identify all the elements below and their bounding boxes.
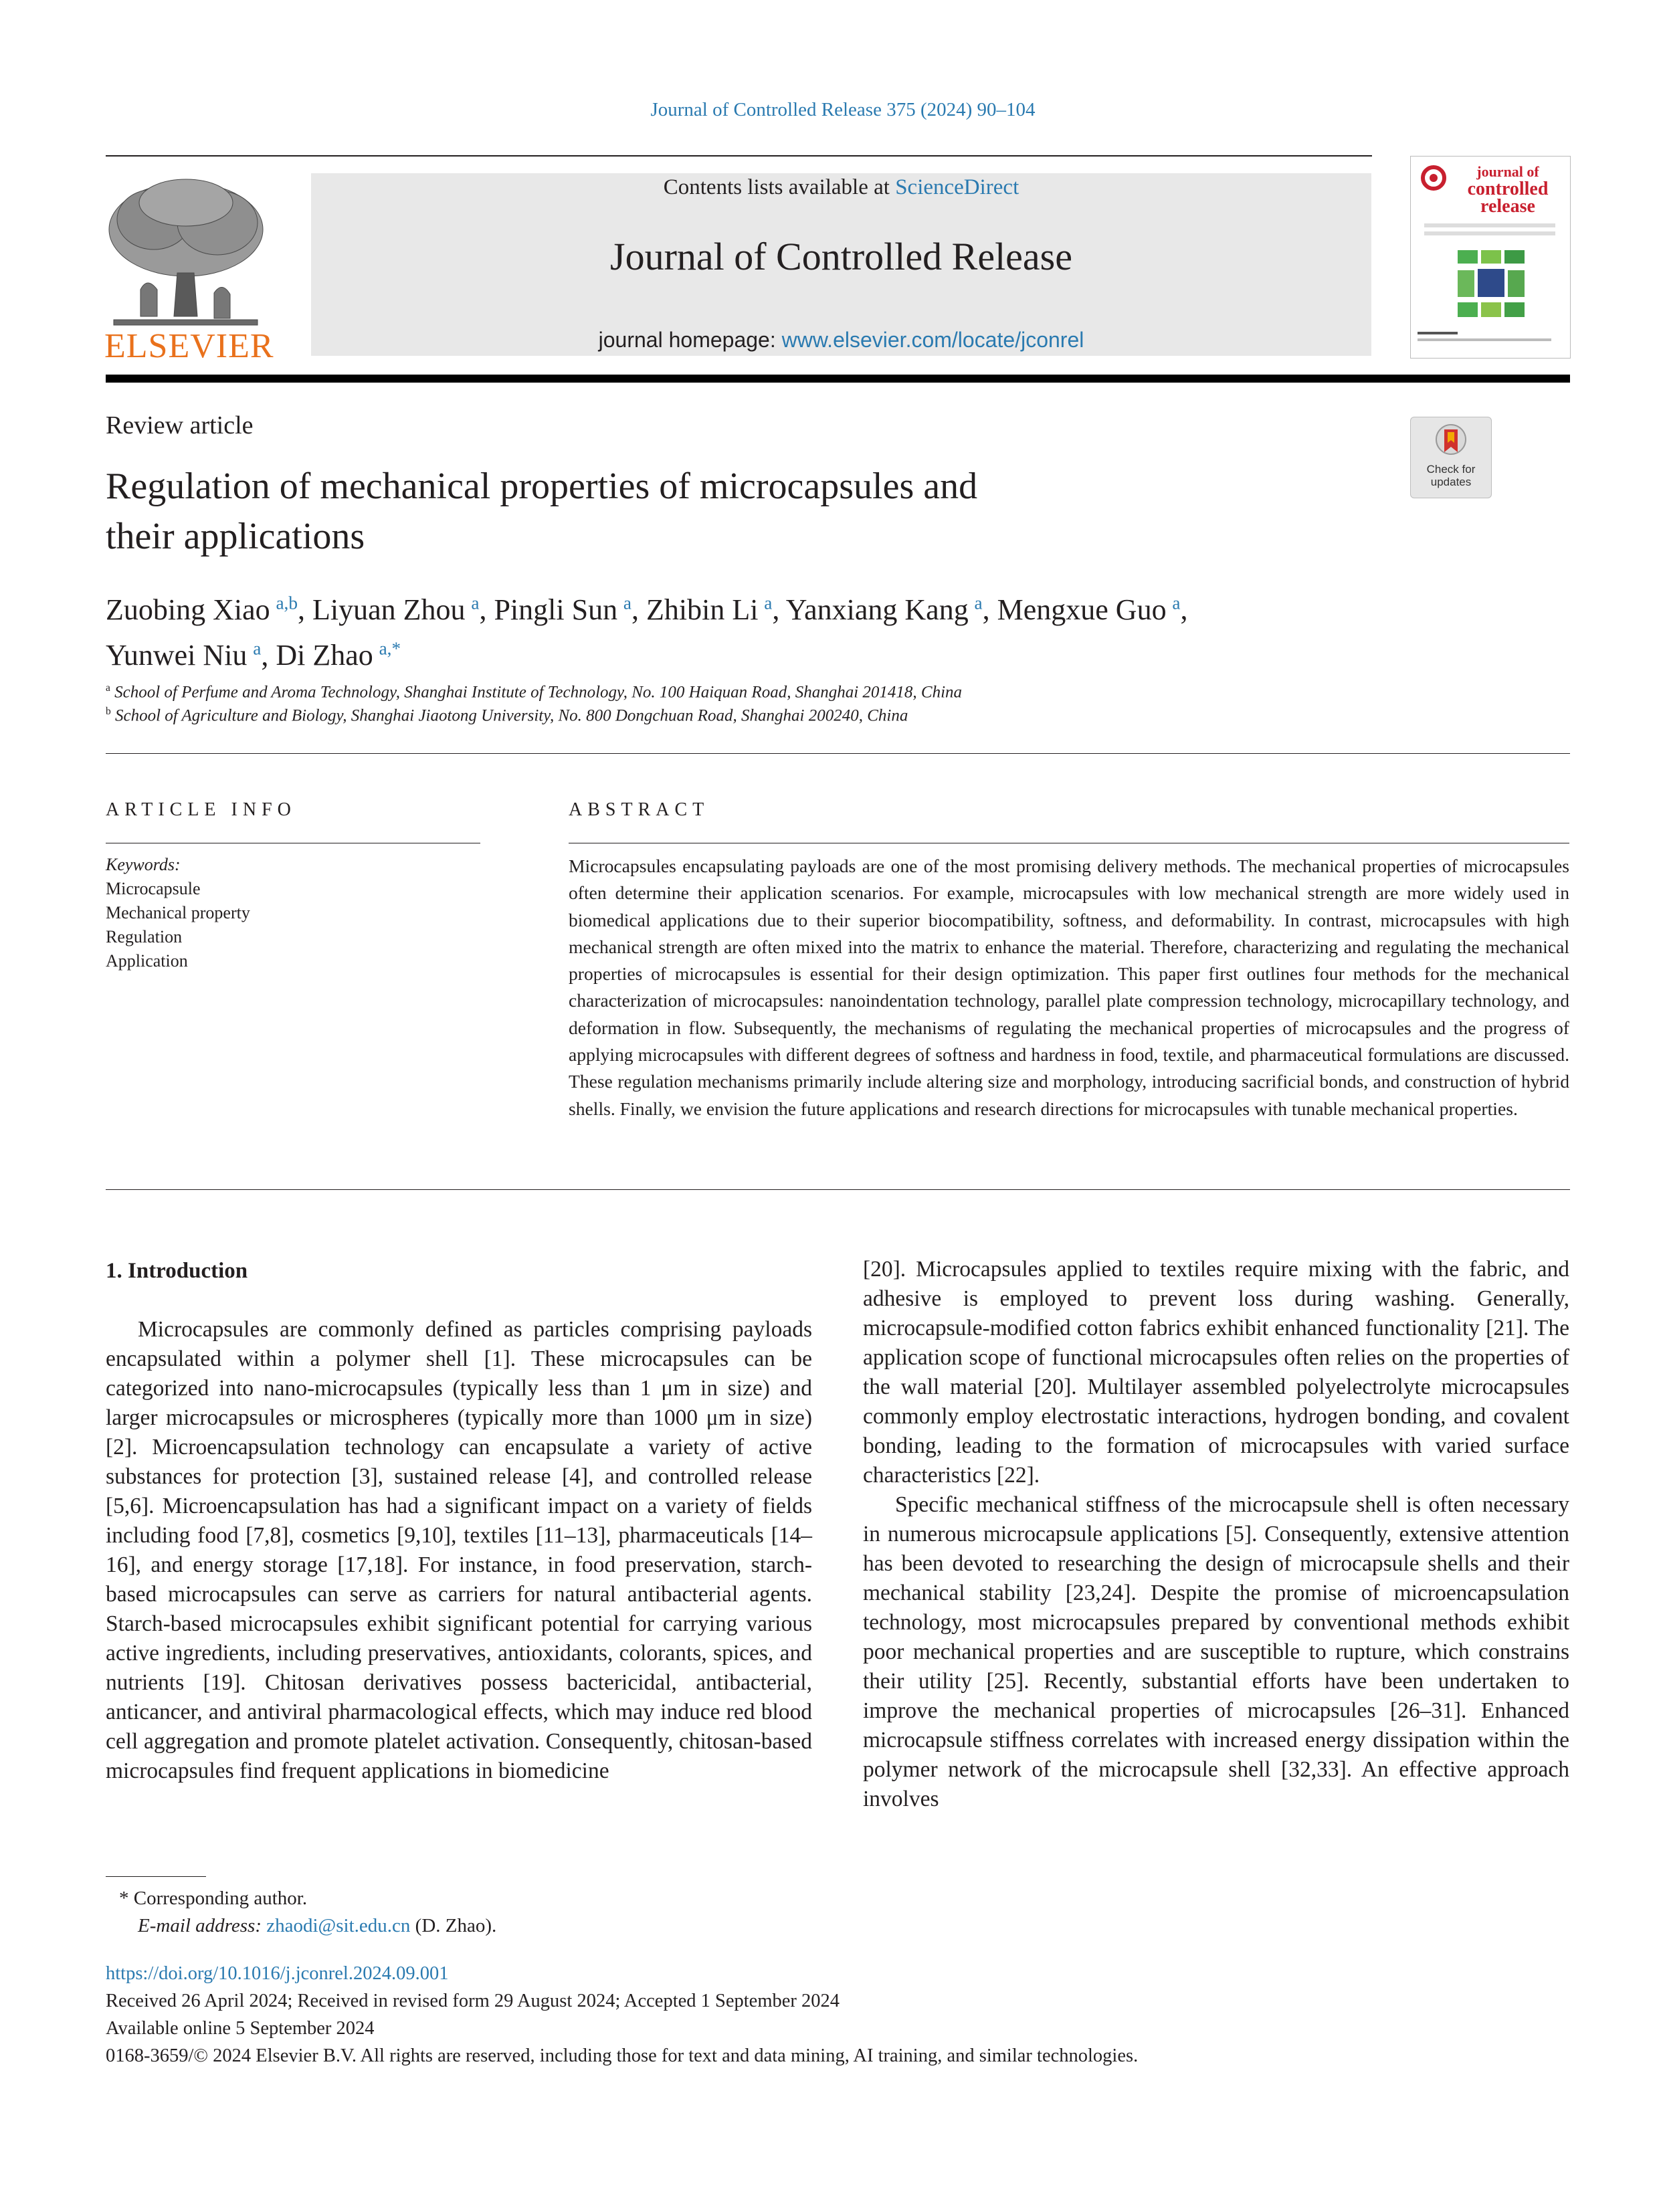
keyword: Microcapsule: [106, 879, 201, 898]
section-heading-introduction: 1. Introduction: [106, 1259, 248, 1283]
keyword: Regulation: [106, 927, 183, 946]
publication-info: [106, 1960, 1138, 2070]
author[interactable]: Zuobing Xiao $^{a,b}$: [106, 593, 298, 626]
affiliation-b: $^b$ School of Agriculture and Biology, Shanghai Jiaotong University, No. 800 Dongchuan Road, Shanghai 200240, China: [106, 706, 908, 725]
article-info-heading: ARTICLE INFO: [106, 799, 296, 820]
email-suffix: (D. Zhao).: [415, 1915, 497, 1936]
author[interactable]: Pingli Sun $^a$: [494, 593, 631, 626]
author[interactable]: Liyuan Zhou $^a$: [312, 593, 480, 626]
body-column-left: [106, 1315, 812, 1786]
abstract-heading: ABSTRACT: [569, 799, 710, 820]
affiliation-a: $^a$ School of Perfume and Aroma Technology, Shanghai Institute of Technology, No. 100 Haiquan Road, Shanghai 201418, China: [106, 682, 963, 702]
header-thick-rule: [106, 375, 1570, 383]
homepage-prefix: journal homepage:: [598, 328, 776, 352]
author[interactable]: Yunwei Niu $^a$: [106, 638, 262, 672]
abstract-bottom-rule: [106, 1189, 1570, 1190]
paragraph: Specific mechanical stiffness of the microcapsule shell is often necessary in numerous microcapsule applications [5]. Consequently, extensive attention has been devoted to researching the design of microcapsule shells and their mechanical stability [23,24]. Despite the promise of microencapsulation technology, most microcapsules prepared by conventional methods exhibit poor mechanical properties and are susceptible to rupture, which constrains their utility [25]. Recently, substantial efforts have been undertaken to improve the mechanical properties of microcapsules [26–31]. Enhanced microcapsule stiffness correlates with increased energy dissipation within the polymer network of the microcapsule shell [32,33]. An effective approach involves: [863, 1492, 1569, 1811]
footnotes: [106, 1885, 496, 1940]
cover-line3: release: [1480, 196, 1535, 217]
author-list: Zuobing Xiao $^{a,b}$, Liyuan Zhou $^a$, Pingli Sun $^a$, Zhibin Li $^a$, Yanxiang Kang $^a$, Mengxue Guo $^a$, Yunwei Niu $^a$, Di Zhao $^{a,*}$: [106, 593, 1188, 672]
check-updates-line2: updates: [1430, 476, 1472, 488]
keyword: Application: [106, 951, 188, 971]
homepage-line: [311, 328, 1371, 353]
article-title-line2: their applications: [106, 516, 365, 557]
paragraph: [20]. Microcapsules applied to textiles require mixing with the fabric, and adhesive is employed to prevent loss during washing. Generally, microcapsule-modified cotton fabrics exhibit enhanced functionality [21]. The application scope of functional microcapsules often relies on the properties of the wall material [20]. Multilayer assembled polyelectrolyte microcapsules commonly employ electrostatic interactions, hydrogen bonding, and covalent bonding, leading to the formation of microcapsules with varied surface characteristics [22].: [863, 1257, 1569, 1488]
paragraph: Microcapsules are commonly defined as particles comprising payloads encapsulated within a polymer shell [1]. These microcapsules can be categorized into nano-microcapsules (typically less than 1 μm in size) and larger microcapsules or microspheres (typically more than 1000 μm in size) [2]. Microencapsulation technology can encapsulate a variety of active substances for protection [3], sustained release [4], and controlled release [5,6]. Microencapsulation has had a significant impact on a variety of fields including food [7,8], cosmetics [9,10], textiles [11–13], pharmaceuticals [14–16], and energy storage [17,18]. For instance, in food preservation, starch-based microcapsules can serve as carriers for natural antibacterial agents. Starch-based microcapsules exhibit significant potential for carrying various active ingredients, including preservatives, antioxidants, colorants, spices, and nutrients [19]. Chitosan derivatives possess bactericidal, antibacterial, anticancer, and antiviral pharmacological effects, which may induce red blood cell aggregation and promote platelet activation. Consequently, chitosan-based microcapsules find frequent applications in biomedicine: [106, 1317, 812, 1783]
keywords-label: Keywords:: [106, 855, 181, 874]
check-for-updates-badge[interactable]: [1410, 417, 1492, 498]
journal-title: Journal of Controlled Release: [610, 235, 1072, 278]
cover-logo-icon: [1420, 165, 1447, 191]
received-dates: Received 26 April 2024; Received in revised form 29 August 2024; Accepted 1 September 2024: [106, 1991, 840, 2011]
corresponding-author-note: * Corresponding author.: [119, 1888, 308, 1909]
homepage-link[interactable]: www.elsevier.com/locate/jconrel: [781, 328, 1084, 352]
author[interactable]: Zhibin Li $^a$: [646, 593, 773, 626]
footnote-rule: [106, 1876, 206, 1877]
check-updates-line1: Check for: [1426, 463, 1476, 476]
email-line: [106, 1912, 496, 1940]
journal-cover-thumbnail[interactable]: [1410, 156, 1571, 359]
abstract-text: Microcapsules encapsulating payloads are one of the most promising delivery methods. The mechanical properties of microcapsules often determine their application scenarios. For example, microcapsules with low mechanical strength are more widely used in biomedical applications due to their superior biocompatibility, softness, and deformability. In contrast, microcapsules with high mechanical strength are often mixed into the matrix to enhance the material. Therefore, characterizing and regulating the mechanical properties of microcapsules is essential for their design optimization. This paper first outlines four methods for the mechanical characterization of microcapsules: nanoindentation technology, parallel plate compression technology, microcapillary technology, and deformation in flow. Subsequently, the mechanisms of regulating the mechanical properties of microcapsules and the progress of applying microcapsules with different degrees of softness and hardness in food, textile, and pharmaceutical formulations are discussed. These regulation mechanisms primarily include altering size and morphology, introducing sacrificial bonds, and construction of hybrid shells. Finally, we envision the future applications and research directions for microcapsules with tunable mechanical properties.: [569, 856, 1569, 1119]
email-label: E-mail address:: [138, 1915, 262, 1936]
top-rule: [106, 155, 1372, 157]
body-column-right: [863, 1255, 1569, 1814]
cover-line2: controlled: [1467, 179, 1549, 199]
cover-artwork: [1451, 243, 1531, 324]
email-link[interactable]: zhaodi@sit.edu.cn: [266, 1915, 411, 1936]
author[interactable]: Di Zhao $^{a,*}$: [276, 638, 401, 672]
cover-line1: journal of: [1476, 163, 1539, 180]
copyright-notice: 0168-3659/© 2024 Elsevier B.V. All rights are reserved, including those for text and data mining, AI training, and similar technologies.: [106, 2045, 1139, 2066]
journal-reference[interactable]: Journal of Controlled Release 375 (2024) 90–104: [650, 99, 1036, 120]
bookmark-icon: [1434, 423, 1468, 460]
article-type: Review article: [106, 411, 254, 439]
publisher-name[interactable]: ELSEVIER: [104, 327, 274, 365]
sciencedirect-link[interactable]: ScienceDirect: [895, 175, 1019, 199]
available-online: Available online 5 September 2024: [106, 2018, 375, 2039]
author[interactable]: Mengxue Guo $^a$: [997, 593, 1181, 626]
affiliation-rule: [106, 753, 1570, 754]
doi-link[interactable]: https://doi.org/10.1016/j.jconrel.2024.09.001: [106, 1963, 449, 1984]
keyword: Mechanical property: [106, 903, 250, 922]
author[interactable]: Yanxiang Kang $^a$: [785, 593, 983, 626]
article-title-line1: Regulation of mechanical properties of microcapsules and: [106, 466, 978, 507]
contents-prefix: Contents lists available at: [663, 175, 890, 199]
keywords-block: [106, 853, 250, 973]
article-title: [106, 462, 1243, 562]
contents-line: [311, 175, 1371, 200]
